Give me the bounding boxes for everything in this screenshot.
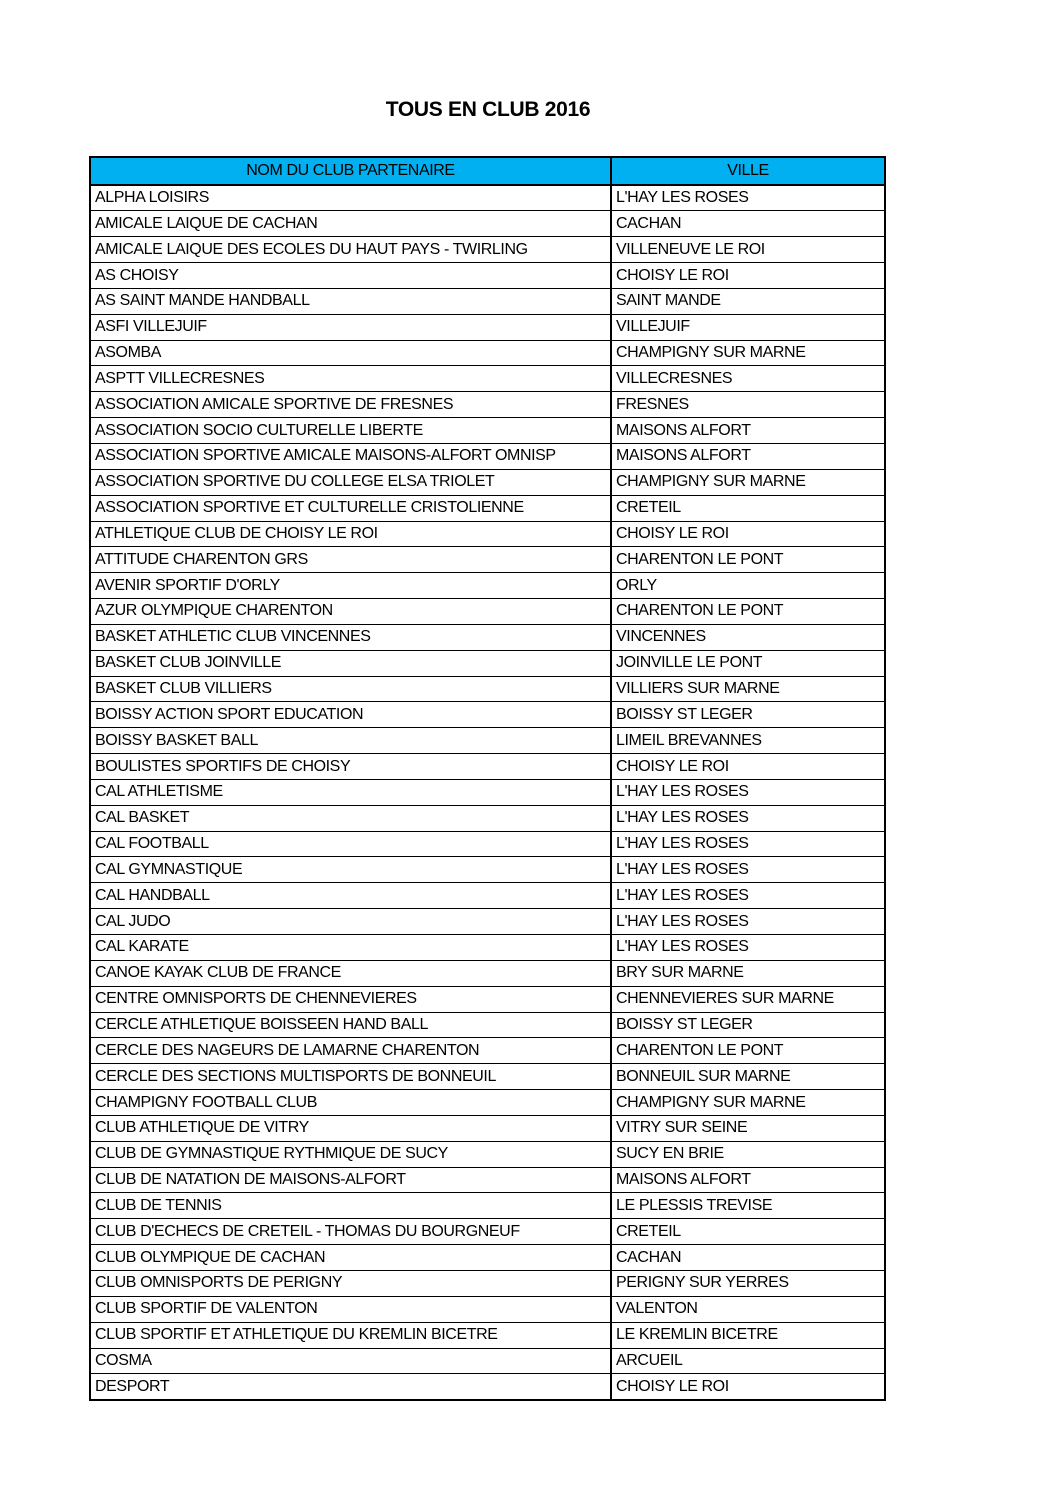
club-name-cell: CAL HANDBALL	[90, 883, 611, 909]
city-cell: BOISSY ST LEGER	[611, 702, 885, 728]
club-name-cell: CAL GYMNASTIQUE	[90, 857, 611, 883]
table-row	[90, 779, 885, 805]
city-cell: CACHAN	[611, 211, 885, 237]
city-cell: VILLECRESNES	[611, 366, 885, 392]
table-row	[90, 805, 885, 831]
club-name-cell: AVENIR SPORTIF D'ORLY	[90, 573, 611, 599]
city-cell: JOINVILLE LE PONT	[611, 650, 885, 676]
table-row	[90, 1038, 885, 1064]
table-row	[90, 1374, 885, 1400]
table-row	[90, 909, 885, 935]
club-name-cell: AS SAINT MANDE HANDBALL	[90, 288, 611, 314]
city-cell: PERIGNY SUR YERRES	[611, 1270, 885, 1296]
table-row	[90, 185, 885, 211]
table-body	[90, 185, 885, 1400]
city-cell: VILLEJUIF	[611, 314, 885, 340]
table-row	[90, 935, 885, 961]
table-row	[90, 263, 885, 289]
city-cell: L'HAY LES ROSES	[611, 779, 885, 805]
city-cell: ARCUEIL	[611, 1348, 885, 1374]
partner-clubs-table	[89, 156, 886, 1401]
table-row	[90, 1193, 885, 1219]
club-name-column-header: NOM DU CLUB PARTENAIRE	[90, 157, 611, 185]
city-cell: CRETEIL	[611, 1219, 885, 1245]
club-name-cell: ASPTT VILLECRESNES	[90, 366, 611, 392]
city-cell: LIMEIL BREVANNES	[611, 728, 885, 754]
table-row	[90, 1115, 885, 1141]
city-cell: CHAMPIGNY SUR MARNE	[611, 469, 885, 495]
club-name-cell: BOISSY ACTION SPORT EDUCATION	[90, 702, 611, 728]
club-name-cell: CLUB SPORTIF ET ATHLETIQUE DU KREMLIN BICETRE	[90, 1322, 611, 1348]
table-row	[90, 547, 885, 573]
city-cell: SUCY EN BRIE	[611, 1141, 885, 1167]
table-row	[90, 1245, 885, 1271]
city-cell: CHAMPIGNY SUR MARNE	[611, 1090, 885, 1116]
table-row	[90, 495, 885, 521]
table-row	[90, 211, 885, 237]
club-name-cell: CANOE KAYAK CLUB DE FRANCE	[90, 960, 611, 986]
club-name-cell: CLUB D'ECHECS DE CRETEIL - THOMAS DU BOURGNEUF	[90, 1219, 611, 1245]
club-name-cell: CLUB SPORTIF DE VALENTON	[90, 1296, 611, 1322]
club-name-cell: ALPHA LOISIRS	[90, 185, 611, 211]
table-row	[90, 521, 885, 547]
city-cell: CHOISY LE ROI	[611, 1374, 885, 1400]
table-row	[90, 883, 885, 909]
table-row	[90, 366, 885, 392]
city-cell: CHARENTON LE PONT	[611, 547, 885, 573]
club-name-cell: CLUB DE GYMNASTIQUE RYTHMIQUE DE SUCY	[90, 1141, 611, 1167]
club-name-cell: CLUB DE NATATION DE MAISONS-ALFORT	[90, 1167, 611, 1193]
city-cell: CACHAN	[611, 1245, 885, 1271]
city-cell: L'HAY LES ROSES	[611, 935, 885, 961]
table-row	[90, 1090, 885, 1116]
table-row	[90, 392, 885, 418]
city-cell: CHOISY LE ROI	[611, 754, 885, 780]
club-name-cell: CLUB ATHLETIQUE DE VITRY	[90, 1115, 611, 1141]
city-cell: CHARENTON LE PONT	[611, 1038, 885, 1064]
table-row	[90, 754, 885, 780]
club-name-cell: ASSOCIATION SPORTIVE ET CULTURELLE CRISTOLIENNE	[90, 495, 611, 521]
club-name-cell: ATTITUDE CHARENTON GRS	[90, 547, 611, 573]
club-name-cell: ASSOCIATION SPORTIVE DU COLLEGE ELSA TRIOLET	[90, 469, 611, 495]
table-row	[90, 831, 885, 857]
table-row	[90, 340, 885, 366]
city-cell: VINCENNES	[611, 624, 885, 650]
city-cell: VITRY SUR SEINE	[611, 1115, 885, 1141]
city-cell: L'HAY LES ROSES	[611, 185, 885, 211]
table-row	[90, 237, 885, 263]
city-cell: LE PLESSIS TREVISE	[611, 1193, 885, 1219]
table-row	[90, 702, 885, 728]
table-row	[90, 960, 885, 986]
table-row	[90, 728, 885, 754]
city-cell: L'HAY LES ROSES	[611, 857, 885, 883]
city-column-header: VILLE	[611, 157, 885, 185]
city-cell: CHOISY LE ROI	[611, 521, 885, 547]
table-row	[90, 443, 885, 469]
city-cell: CHENNEVIERES SUR MARNE	[611, 986, 885, 1012]
club-name-cell: AMICALE LAIQUE DES ECOLES DU HAUT PAYS - TWIRLING	[90, 237, 611, 263]
club-name-cell: CAL FOOTBALL	[90, 831, 611, 857]
city-cell: BOISSY ST LEGER	[611, 1012, 885, 1038]
city-cell: VALENTON	[611, 1296, 885, 1322]
table-row	[90, 624, 885, 650]
table-row	[90, 599, 885, 625]
table-row	[90, 676, 885, 702]
table-row	[90, 573, 885, 599]
table-row	[90, 1012, 885, 1038]
city-cell: L'HAY LES ROSES	[611, 883, 885, 909]
club-name-cell: COSMA	[90, 1348, 611, 1374]
club-name-cell: CAL KARATE	[90, 935, 611, 961]
table-row	[90, 986, 885, 1012]
table-row	[90, 314, 885, 340]
city-cell: MAISONS ALFORT	[611, 443, 885, 469]
city-cell: BONNEUIL SUR MARNE	[611, 1064, 885, 1090]
table-row	[90, 1270, 885, 1296]
city-cell: VILLIERS SUR MARNE	[611, 676, 885, 702]
city-cell: L'HAY LES ROSES	[611, 909, 885, 935]
club-name-cell: DESPORT	[90, 1374, 611, 1400]
club-name-cell: CERCLE DES SECTIONS MULTISPORTS DE BONNEUIL	[90, 1064, 611, 1090]
club-name-cell: CERCLE ATHLETIQUE BOISSEEN HAND BALL	[90, 1012, 611, 1038]
city-cell: MAISONS ALFORT	[611, 418, 885, 444]
club-name-cell: CERCLE DES NAGEURS DE LAMARNE CHARENTON	[90, 1038, 611, 1064]
city-cell: VILLENEUVE LE ROI	[611, 237, 885, 263]
city-cell: L'HAY LES ROSES	[611, 831, 885, 857]
club-name-cell: ASSOCIATION SPORTIVE AMICALE MAISONS-ALFORT OMNISP	[90, 443, 611, 469]
club-name-cell: ATHLETIQUE CLUB DE CHOISY LE ROI	[90, 521, 611, 547]
club-name-cell: ASSOCIATION AMICALE SPORTIVE DE FRESNES	[90, 392, 611, 418]
club-name-cell: BASKET CLUB VILLIERS	[90, 676, 611, 702]
club-name-cell: CENTRE OMNISPORTS DE CHENNEVIERES	[90, 986, 611, 1012]
club-name-cell: AS CHOISY	[90, 263, 611, 289]
city-cell: LE KREMLIN BICETRE	[611, 1322, 885, 1348]
club-name-cell: CAL BASKET	[90, 805, 611, 831]
club-name-cell: BOULISTES SPORTIFS DE CHOISY	[90, 754, 611, 780]
club-name-cell: ASOMBA	[90, 340, 611, 366]
table-row	[90, 857, 885, 883]
city-cell: CHAMPIGNY SUR MARNE	[611, 340, 885, 366]
city-cell: CRETEIL	[611, 495, 885, 521]
table-row	[90, 469, 885, 495]
city-cell: CHARENTON LE PONT	[611, 599, 885, 625]
club-name-cell: CAL JUDO	[90, 909, 611, 935]
city-cell: BRY SUR MARNE	[611, 960, 885, 986]
table-row	[90, 288, 885, 314]
club-name-cell: BOISSY BASKET BALL	[90, 728, 611, 754]
club-name-cell: CLUB OMNISPORTS DE PERIGNY	[90, 1270, 611, 1296]
city-cell: FRESNES	[611, 392, 885, 418]
club-name-cell: ASFI VILLEJUIF	[90, 314, 611, 340]
table-row	[90, 650, 885, 676]
table-row	[90, 1348, 885, 1374]
city-cell: ORLY	[611, 573, 885, 599]
table-row	[90, 1141, 885, 1167]
club-name-cell: CAL ATHLETISME	[90, 779, 611, 805]
club-name-cell: BASKET ATHLETIC CLUB VINCENNES	[90, 624, 611, 650]
club-name-cell: AMICALE LAIQUE DE CACHAN	[90, 211, 611, 237]
table-header-row	[90, 157, 885, 185]
table-row	[90, 1167, 885, 1193]
page-title: TOUS EN CLUB 2016	[385, 98, 591, 121]
table-row	[90, 1064, 885, 1090]
table-row	[90, 418, 885, 444]
club-name-cell: AZUR OLYMPIQUE CHARENTON	[90, 599, 611, 625]
club-name-cell: BASKET CLUB JOINVILLE	[90, 650, 611, 676]
city-cell: MAISONS ALFORT	[611, 1167, 885, 1193]
city-cell: L'HAY LES ROSES	[611, 805, 885, 831]
club-name-cell: ASSOCIATION SOCIO CULTURELLE LIBERTE	[90, 418, 611, 444]
table-row	[90, 1219, 885, 1245]
city-cell: SAINT MANDE	[611, 288, 885, 314]
table-row	[90, 1322, 885, 1348]
club-name-cell: CLUB DE TENNIS	[90, 1193, 611, 1219]
table-row	[90, 1296, 885, 1322]
city-cell: CHOISY LE ROI	[611, 263, 885, 289]
club-name-cell: CLUB OLYMPIQUE DE CACHAN	[90, 1245, 611, 1271]
club-name-cell: CHAMPIGNY FOOTBALL CLUB	[90, 1090, 611, 1116]
